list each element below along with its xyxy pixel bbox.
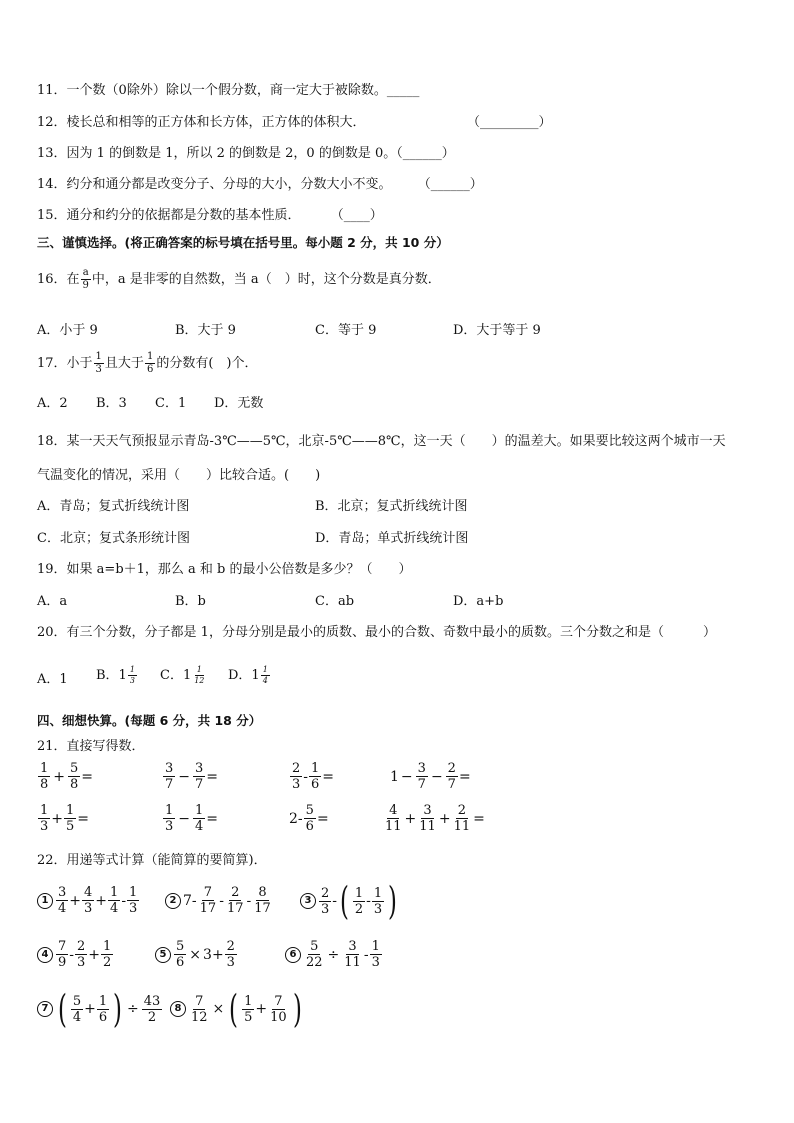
option-a[interactable]: A．1: [37, 672, 68, 687]
calc-expression-7: 7 ( $\frac{5}{4}$ + $\frac{1}{6}$ ) ÷ $\frac{43}{2}$: [37, 990, 163, 1028]
option-d[interactable]: D．a+b: [453, 594, 504, 609]
question-22-title: 22．用递等式计算（能简算的要简算)．: [37, 853, 267, 868]
calc-expression: $\frac{1}{3}$ − $\frac{1}{4}$ =: [165, 803, 219, 834]
calc-expression: 2 - $\frac{5}{6}$ =: [289, 803, 329, 834]
option-d[interactable]: D．1 $\frac{1}{4}$: [228, 665, 268, 685]
option-a[interactable]: A．小于 9: [37, 323, 98, 338]
answer-paren[interactable]: （____）: [330, 208, 383, 223]
calc-expression: $\frac{3}{7}$ − $\frac{3}{7}$ =: [165, 761, 219, 792]
calc-expression-8: 8 $\frac{7}{12}$ × ( $\frac{1}{5}$ + $\frac{7}{10}$ ): [170, 990, 305, 1028]
option-b[interactable]: B．1 $\frac{1}{3}$: [96, 665, 135, 685]
option-d[interactable]: D．青岛；单式折线统计图: [315, 531, 469, 546]
question-12: 12．棱长总和相等的正方体和长方体，正方体的体积大． （_________）: [37, 115, 552, 130]
option-a[interactable]: A．青岛；复式折线统计图: [37, 499, 190, 514]
question-15: 15．通分和约分的依据都是分数的基本性质． （____）: [37, 208, 383, 223]
option-c[interactable]: C．北京；复式条形统计图: [37, 531, 190, 546]
option-d[interactable]: D．无数: [214, 396, 264, 411]
answer-paren[interactable]: （______）: [396, 146, 455, 161]
question-16: 16．在 $\frac{a}{9}$ 中，a 是非零的自然数，当 a（ ）时，这个分数是真分数．: [37, 267, 441, 291]
calc-expression: $\frac{1}{8}$ + $\frac{5}{8}$ =: [40, 761, 94, 792]
calc-expression-5: 5 $\frac{5}{6}$ × 3 + $\frac{2}{3}$: [155, 940, 238, 969]
option-c[interactable]: C．等于 9: [315, 323, 377, 338]
option-a[interactable]: A．2: [37, 396, 68, 411]
option-c[interactable]: C．ab: [315, 594, 355, 609]
question-17: 17．小于 $\frac{1}{3}$ 且大于 $\frac{1}{6}$ 的分数有( )个．: [37, 351, 258, 375]
section-4-heading: 四、细想快算。(每题 6 分，共 18 分）: [37, 713, 262, 728]
question-13: 13．因为 1 的倒数是 1，所以 2 的倒数是 2，0 的倒数是 0。（______）: [37, 146, 455, 161]
fraction: $\frac{1}{6}$: [146, 351, 154, 375]
question-11: 11．一个数（0除外）除以一个假分数，商一定大于被除数。_____: [37, 83, 420, 98]
calc-expression: $\frac{4}{11}$ + $\frac{3}{11}$ + $\frac{2}{11}$ =: [385, 803, 485, 834]
calc-expression-4: 4 $\frac{7}{9}$ - $\frac{2}{3}$ + $\frac{1}{2}$: [37, 940, 114, 969]
question-20: 20．有三个分数，分子都是 1，分母分别是最小的质数、最小的合数、奇数中最小的质数。三个分数之和是（ ）: [37, 625, 716, 640]
question-18-line2: 气温变化的情况，采用（ ）比较合适。( ): [37, 468, 321, 483]
option-c[interactable]: C．1 $\frac{1}{12}$: [160, 665, 205, 685]
option-b[interactable]: B．3: [96, 396, 127, 411]
option-c[interactable]: C．1: [155, 396, 187, 411]
calc-expression-2: 2 7 - $\frac{7}{17}$ - $\frac{2}{17}$ - $\frac{8}{17}$: [165, 886, 274, 915]
question-18-line1: 18．某一天天气预报显示青岛-3℃——5℃，北京-5℃——8℃，这一天（ ）的温差大。如果要比较这两个城市一天: [37, 434, 726, 449]
option-b[interactable]: B．北京；复式折线统计图: [315, 499, 468, 514]
option-b[interactable]: B．b: [175, 594, 206, 609]
option-d[interactable]: D．大于等于 9: [453, 323, 541, 338]
fraction: $\frac{1}{3}$: [95, 351, 102, 375]
calc-expression: 1 − $\frac{3}{7}$ − $\frac{2}{7}$ =: [390, 761, 471, 792]
option-a[interactable]: A．a: [37, 594, 68, 609]
calc-expression-1: 1 $\frac{3}{4}$ + $\frac{4}{3}$ + $\frac{1}{4}$ - $\frac{1}{3}$: [37, 886, 140, 915]
calc-expression: $\frac{2}{3}$ - $\frac{1}{6}$ =: [292, 761, 335, 792]
answer-paren[interactable]: （_________）: [467, 115, 552, 130]
calc-expression-6: 6 $\frac{5}{22}$ ÷ $\frac{3}{11}$ - $\frac{1}{3}$: [285, 940, 383, 969]
fraction: $\frac{a}{9}$: [82, 267, 89, 291]
answer-paren[interactable]: （______）: [417, 177, 483, 192]
section-3-heading: 三、谨慎选择。(将正确答案的标号填在括号里。每小题 2 分，共 10 分）: [37, 235, 449, 250]
calc-expression: $\frac{1}{3}$ + $\frac{1}{5}$ =: [40, 803, 90, 834]
question-14: 14．约分和通分都是改变分子、分母的大小，分数大小不变。 （______）: [37, 177, 483, 192]
option-b[interactable]: B．大于 9: [175, 323, 236, 338]
question-21-title: 21．直接写得数．: [37, 739, 145, 754]
calc-expression-3: 3 $\frac{2}{3}$ - ( $\frac{1}{2}$ - $\frac{1}{3}$ ): [300, 882, 400, 920]
question-19: 19．如果 a=b＋1，那么 a 和 b 的最小公倍数是多少？（ ）: [37, 562, 412, 577]
